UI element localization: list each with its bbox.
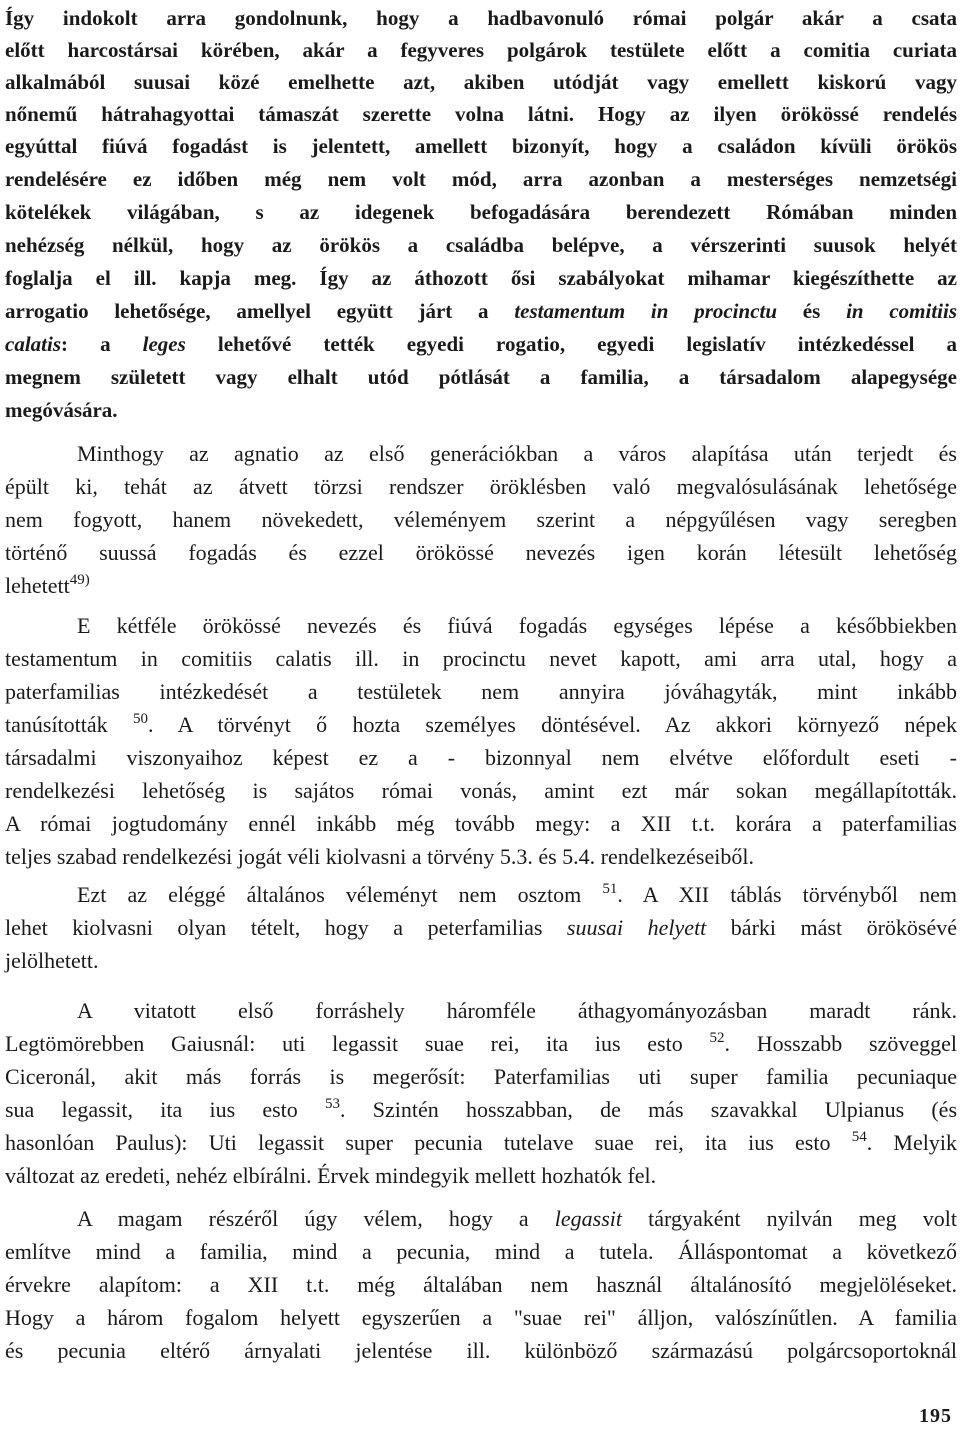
text-line: egyúttal fiúvá fogadást is jelentett, amellett bizonyít, hogy a családon kívüli örökös bbox=[5, 134, 957, 158]
text-line: megóvására. bbox=[5, 398, 118, 422]
text-run: sua legassit, ita ius esto bbox=[5, 1097, 326, 1122]
text-run: lehet kiolvasni olyan tételt, hogy a peterfamilias bbox=[5, 915, 567, 940]
text-line: változat az eredeti, nehéz elbírálni. Érvek mindegyik mellett hozhatók fel. bbox=[5, 1163, 657, 1188]
text-run: A magam részéről úgy vélem, hogy a bbox=[77, 1206, 555, 1231]
text-line: Hogy a három fogalom helyett egyszerűen a "suae rei" álljon, valószínűtlen. A familia bbox=[5, 1305, 957, 1330]
footnote-ref: 51 bbox=[602, 881, 618, 897]
text-run: és bbox=[777, 299, 847, 323]
text-line bbox=[5, 569, 957, 602]
text-run: Legtömörebben Gaiusnál: uti legassit suae rei, ita ius esto bbox=[5, 1031, 710, 1056]
footnote-ref: 53 bbox=[325, 1096, 341, 1112]
text-run: : a bbox=[61, 332, 143, 356]
text-line: Így indokolt arra gondolnunk, hogy a hadbavonuló római polgár akár a csata bbox=[5, 6, 957, 30]
text-line: E kétféle örökössé nevezés és fiúvá fogadás egységes lépése a későbbiekben bbox=[77, 613, 957, 638]
text-line: előtt harcostársai körében, akár a fegyveres polgárok testülete előtt a comitia curiata bbox=[5, 38, 957, 62]
text-line bbox=[77, 878, 957, 911]
text-line: alkalmából suusai közé emelhette azt, akiben utódját vagy emellett kiskorú vagy bbox=[5, 70, 957, 94]
text-run: . Szintén hosszabban, de más szavakkal Ulpianus (és bbox=[340, 1097, 958, 1122]
text-line: paterfamilias intézkedését a testületek nem annyira jóváhagyták, mint inkább bbox=[5, 679, 957, 704]
text-run: . A törvényt ő hozta személyes döntésével. Az akkori környező népek bbox=[147, 712, 957, 737]
text-line: A római jogtudomány ennél inkább még tovább megy: a XII t.t. korára a paterfamilias bbox=[5, 811, 957, 836]
italic-term: in comitiis bbox=[846, 299, 958, 323]
italic-term: legassit bbox=[554, 1206, 623, 1231]
text-line: nehézség nélkül, hogy az örökös a családba belépve, a vérszerinti suusok helyét bbox=[5, 233, 957, 257]
text-line bbox=[5, 708, 957, 741]
footnote-ref: 54 bbox=[851, 1129, 867, 1145]
text-line: nőnemű hátrahagyottai támaszát szerette volna látni. Hogy az ilyen örökössé rendelés bbox=[5, 102, 957, 126]
text-run: arrogatio lehetősége, amellyel együtt járt a bbox=[5, 299, 515, 323]
text-run: Ezt az eléggé általános véleményt nem osztom bbox=[77, 882, 603, 907]
italic-term: calatis bbox=[5, 332, 61, 356]
text-line: épült ki, tehát az átvett törzsi rendszer öröklésben való megvalósulásának lehetősége bbox=[5, 474, 957, 499]
text-line: történő suussá fogadás és ezzel örökössé nevezés igen korán létesült lehetőség bbox=[5, 540, 957, 565]
text-line: rendelésére ez időben még nem volt mód, arra azonban a mesterséges nemzetségi bbox=[5, 167, 957, 191]
text-line bbox=[5, 1027, 957, 1060]
text-run: . A XII táblás törvényből nem bbox=[617, 882, 957, 907]
text-line: Ciceronál, akit más forrás is megerősít: Paterfamilias uti super familia pecuniaque bbox=[5, 1064, 957, 1089]
italic-term: suusai helyett bbox=[566, 915, 707, 940]
text-line: kötelékek világában, s az idegenek befogadására berendezett Rómában minden bbox=[5, 200, 957, 224]
text-run: . Hosszabb szöveggel bbox=[724, 1031, 957, 1056]
page-number: 195 bbox=[919, 1405, 952, 1427]
text-line: jelölhetett. bbox=[5, 948, 99, 973]
text-line: Minthogy az agnatio az első generációkban a város alapítása után terjedt és bbox=[77, 441, 957, 466]
text-run: tanúsították bbox=[5, 712, 133, 737]
footnote-ref: 50 bbox=[132, 711, 148, 727]
text-line bbox=[5, 328, 957, 361]
text-run: hasonlóan Paulus): Uti legassit super pecunia tutelave suae rei, ita ius esto bbox=[5, 1130, 852, 1155]
footnote-ref: 52 bbox=[709, 1030, 725, 1046]
text-line bbox=[77, 1202, 957, 1235]
italic-term: testamentum in procinctu bbox=[514, 299, 778, 323]
footnote-ref: 49) bbox=[69, 572, 90, 588]
text-line bbox=[5, 1126, 957, 1159]
text-run: lehetett bbox=[5, 573, 70, 598]
text-line: A vitatott első forráshely háromféle áthagyományozásban maradt ránk. bbox=[77, 998, 957, 1023]
text-run: tárgyaként nyilván meg volt bbox=[622, 1206, 957, 1231]
text-line bbox=[5, 1093, 957, 1126]
text-run: lehetővé tették egyedi rogatio, egyedi legislatív intézkedéssel a bbox=[185, 332, 957, 356]
text-line: nem fogyott, hanem növekedett, véleményem szerint a népgyűlésen vagy seregben bbox=[5, 507, 957, 532]
italic-term: leges bbox=[142, 332, 186, 356]
text-line: foglalja el ill. kapja meg. Így az áthozott ősi szabályokat mihamar kiegészíthette az bbox=[5, 266, 957, 290]
text-line: társadalmi viszonyaihoz képest ez a - bizonnyal nem elvétve előfordult eseti - bbox=[5, 745, 957, 770]
text-line: említve mind a familia, mind a pecunia, mind a tutela. Álláspontomat a következő bbox=[5, 1239, 957, 1264]
text-run: bárki mást örökösévé bbox=[706, 915, 957, 940]
text-line: érvekre alapítom: a XII t.t. még általában nem használ általánosító megjelöléseket. bbox=[5, 1272, 957, 1297]
text-line bbox=[5, 295, 957, 328]
text-line: és pecunia eltérő árnyalati jelentése ill. különböző származású polgárcsoportoknál bbox=[5, 1338, 957, 1363]
text-line bbox=[5, 911, 957, 944]
text-run: . Melyik bbox=[866, 1130, 957, 1155]
text-line: teljes szabad rendelkezési jogát véli kiolvasni a törvény 5.3. és 5.4. rendelkezéseiből. bbox=[5, 844, 754, 869]
text-line: testamentum in comitiis calatis ill. in procinctu nevet kapott, ami arra utal, hogy a bbox=[5, 646, 957, 671]
text-line: megnem született vagy elhalt utód pótlását a familia, a társadalom alapegysége bbox=[5, 365, 957, 389]
text-line: rendelkezési lehetőség is sajátos római vonás, amint ezt már sokan megállapították. bbox=[5, 778, 957, 803]
